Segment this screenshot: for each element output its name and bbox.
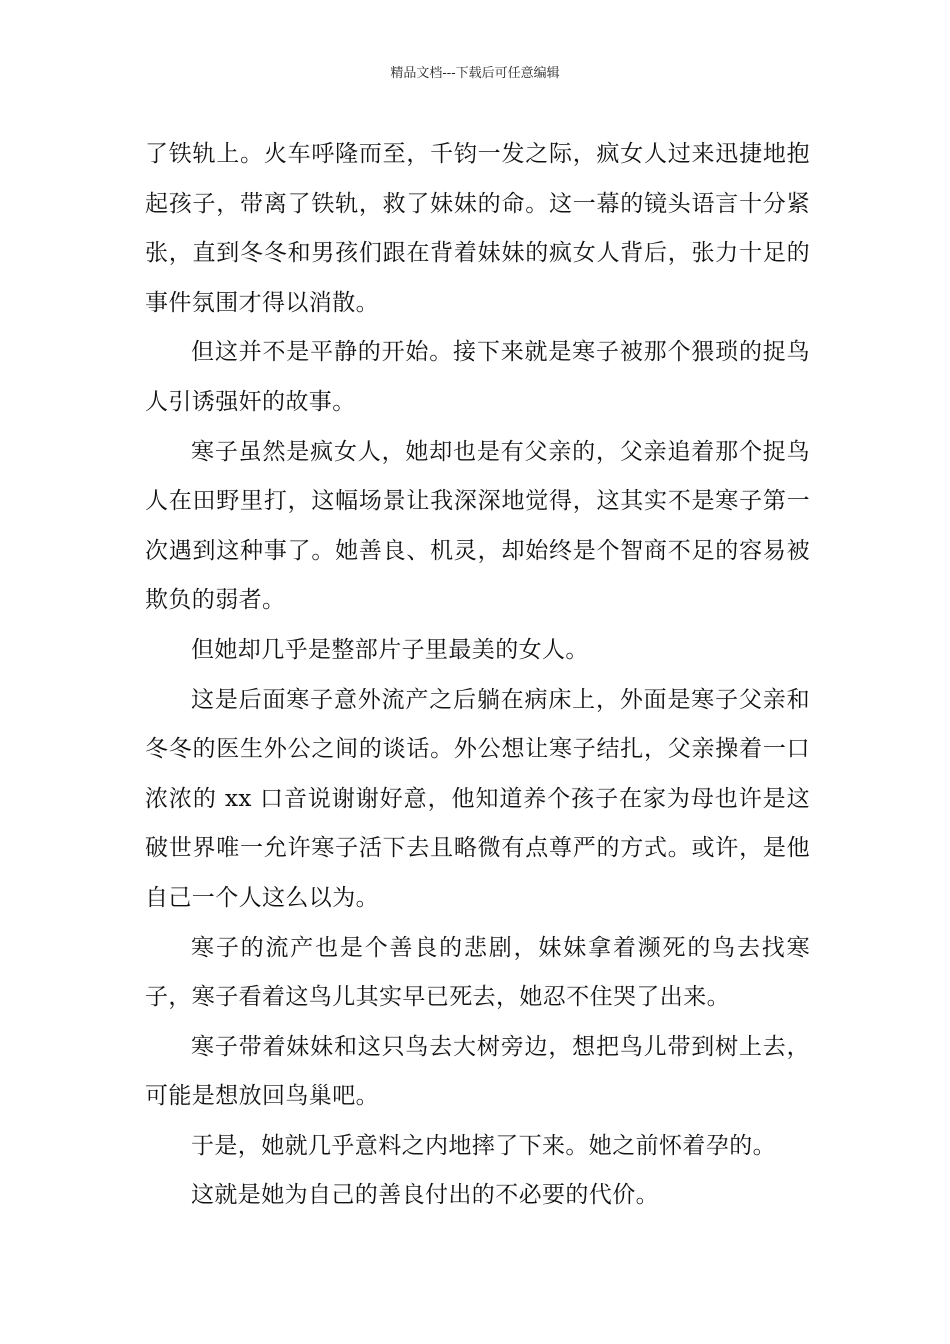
paragraph-5: 这是后面寒子意外流产之后躺在病床上，外面是寒子父亲和冬冬的医生外公之间的谈话。外公想让寒子结扎，父亲操着一口浓浓的 xx 口音说谢谢好意，他知道养个孩子在家为母也许是这破世界唯一允许寒子活下去且略微有点尊严的方式。或许，是他自己一个人这么以为。 xyxy=(145,686,810,911)
page-header: 精品文档---下载后可任意编辑 xyxy=(390,66,560,81)
paragraph-3: 寒子虽然是疯女人，她却也是有父亲的，父亲追着那个捉鸟人在田野里打，这幅场景让我深深地觉得，这其实不是寒子第一次遇到这种事了。她善良、机灵，却始终是个智商不足的容易被欺负的弱者。 xyxy=(145,438,810,614)
paragraph-1: 了铁轨上。火车呼隆而至，千钧一发之际，疯女人过来迅捷地抱起孩子，带离了铁轨，救了妹妹的命。这一幕的镜头语言十分紧张，直到冬冬和男孩们跟在背着妹妹的疯女人背后，张力十足的事件氛围才得以消散。 xyxy=(145,141,810,316)
paragraph-9: 这就是她为自己的善良付出的不必要的代价。 xyxy=(191,1182,659,1209)
paragraph-8: 于是，她就几乎意料之内地摔了下来。她之前怀着孕的。 xyxy=(191,1132,776,1159)
paragraph-4: 但她却几乎是整部片子里最美的女人。 xyxy=(191,636,589,663)
article-body xyxy=(145,130,810,1221)
paragraph-6: 寒子的流产也是个善良的悲剧，妹妹拿着濒死的鸟去找寒子，寒子看着这鸟儿其实早已死去，她忍不住哭了出来。 xyxy=(145,934,810,1011)
paragraph-7: 寒子带着妹妹和这只鸟去大树旁边，想把鸟儿带到树上去，可能是想放回鸟巢吧。 xyxy=(145,1033,810,1110)
paragraph-2: 但这并不是平静的开始。接下来就是寒子被那个猥琐的捉鸟人引诱强奸的故事。 xyxy=(145,339,810,415)
